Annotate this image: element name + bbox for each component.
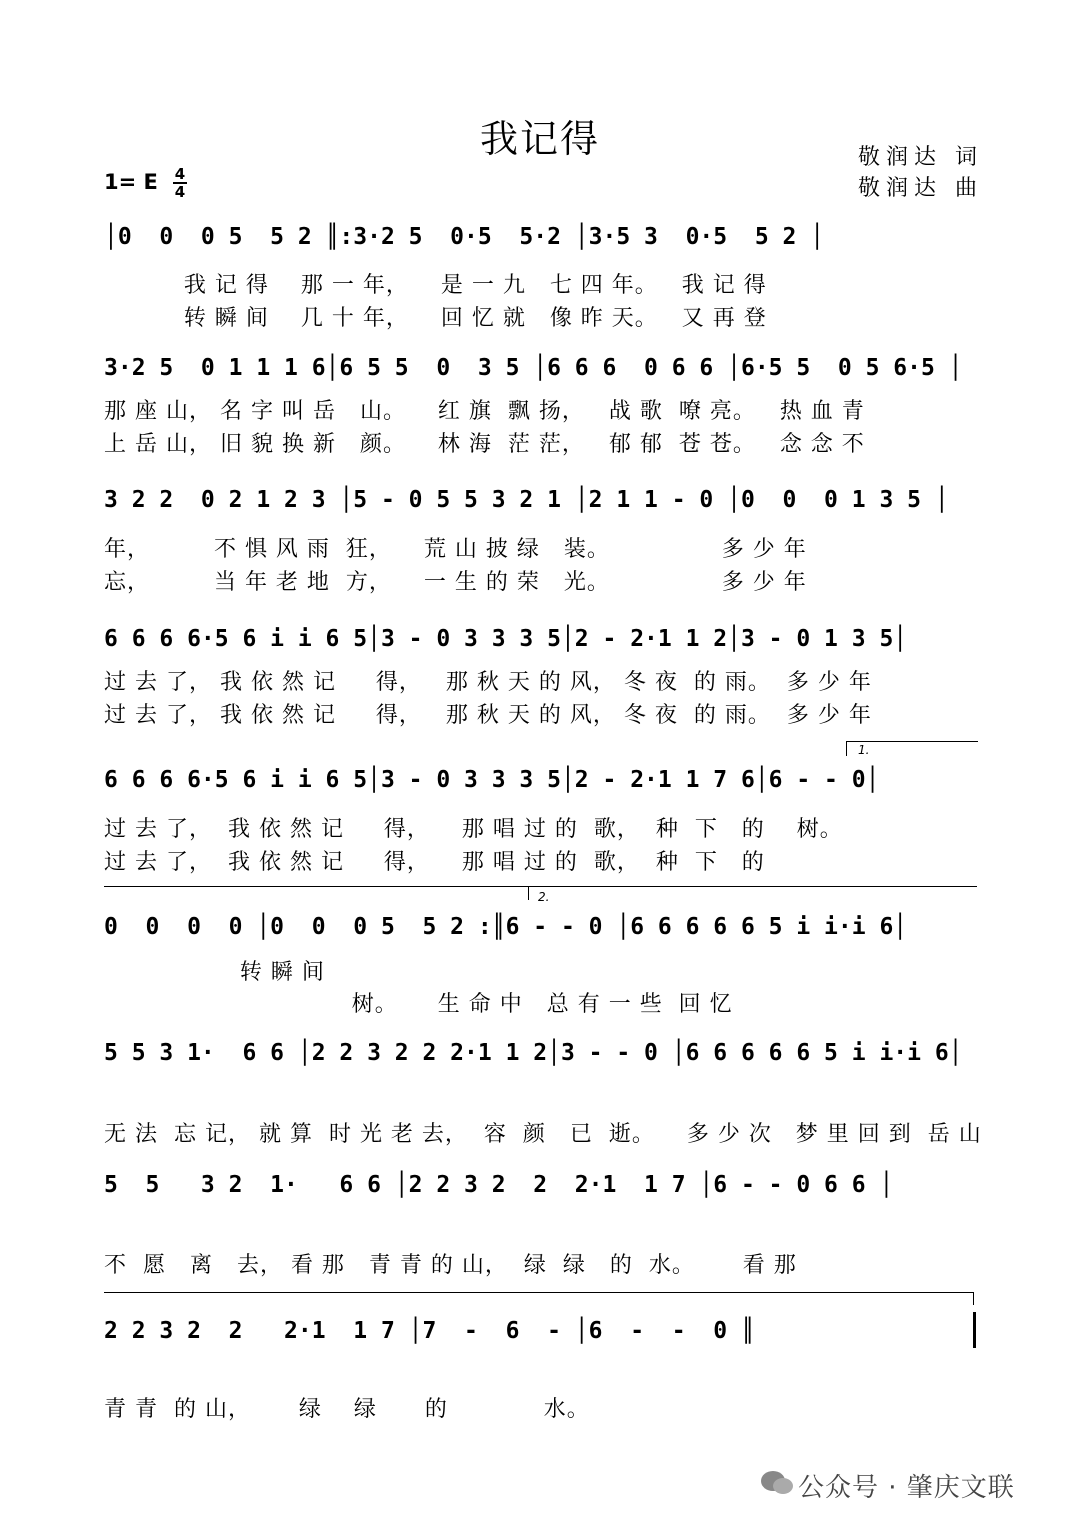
lyric-line-2-verse-2: 上 岳 山， 旧 貌 换 新 颜。 林 海 茫 茫， 郁 郁 苍 苍。 念 念 不 (104, 432, 865, 457)
wechat-icon (760, 1470, 794, 1496)
volta-1-label: 1. (858, 743, 870, 757)
notation-line-1: │0 0 0 5 5 2 ║:3·2 5 0·5 5·2 │3·5 3 0·5 5 2 │ (104, 224, 825, 250)
notation-line-4: 6 6 6 6·5 6 i i 6 5│3 - 0 3 3 3 5│2 - 2·1 1 2│3 - 0 1 3 5│ (104, 626, 908, 652)
volta-2-bracket (528, 886, 978, 900)
lyric-line-1-verse-2: 转 瞬 间 几 十 年， 回 忆 就 像 昨 天。 又 再 登 (104, 306, 767, 331)
song-title: 我记得 (479, 117, 600, 161)
lyric-line-4-verse-1: 过 去 了， 我 依 然 记 得， 那 秋 天 的 风， 冬 夜 的 雨。 多 少 年 (104, 670, 872, 695)
lyric-line-1-verse-1: 我 记 得 那 一 年， 是 一 九 七 四 年。 我 记 得 (104, 273, 767, 298)
lyric-line-6-pickup: 转 瞬 间 (104, 960, 325, 985)
final-barline (973, 1312, 976, 1348)
notation-line-2: 3·2 5 0 1 1 1 6│6 5 5 0 3 5 │6 6 6 0 6 6 │6·5 5 0 5 6·5 │ (104, 355, 963, 381)
lyric-line-3-verse-1: 年， 不 惧 风 雨 狂， 荒 山 披 绿 装。 多 少 年 (104, 537, 807, 562)
lyric-line-5-verse-1: 过 去 了， 我 依 然 记 得， 那 唱 过 的 歌， 种 下 的 树。 (104, 817, 843, 842)
lyric-line-9: 青 青 的 山， 绿 绿 的 水。 (104, 1397, 590, 1422)
notation-line-5: 6 6 6 6·5 6 i i 6 5│3 - 0 3 3 3 5│2 - 2·1 1 7 6│6 - - 0│ (104, 767, 880, 793)
lyric-line-5-verse-2: 过 去 了， 我 依 然 记 得， 那 唱 过 的 歌， 种 下 的 (104, 850, 765, 875)
composer-credit: 敬润达 曲 (858, 176, 983, 201)
notation-line-3: 3 2 2 0 2 1 2 3 │5 - 0 5 5 3 2 1 │2 1 1 - 0 │0 0 0 1 3 5 │ (104, 487, 949, 513)
lyricist-credit: 敬润达 词 (858, 145, 983, 170)
notation-line-8: 5 5 3 2 1· 6 6 │2 2 3 2 2 2·1 1 7 │6 - - 0 6 6 │ (104, 1172, 894, 1198)
lyric-line-7: 无 法 忘 记， 就 算 时 光 老 去， 容 颜 已 逝。 多 少 次 梦 里 回 到 岳 山 (104, 1122, 982, 1147)
time-signature (172, 166, 188, 200)
volta-2-label: 2. (538, 890, 550, 904)
lyric-line-3-verse-2: 忘， 当 年 老 地 方， 一 生 的 荣 光。 多 少 年 (104, 570, 807, 595)
notation-line-6: 0 0 0 0 │0 0 0 5 5 2 :║6 - - 0 │6 6 6 6 6 5 i i·i 6│ (104, 914, 908, 940)
time-sig-bottom: 4 (174, 183, 186, 201)
notation-line-9: 2 2 3 2 2 2·1 1 7 │7 - 6 - │6 - - 0 ║ (104, 1318, 755, 1344)
key-signature: 1= E (104, 170, 158, 194)
phrase-bracket (104, 1292, 974, 1305)
watermark-text: 公众号 · 肇庆文联 (798, 1473, 1015, 1503)
lyric-line-8: 不 愿 离 去， 看 那 青 青 的 山， 绿 绿 的 水。 看 那 (104, 1253, 797, 1278)
lyric-line-2-verse-1: 那 座 山， 名 字 叫 岳 山。 红 旗 飘 扬， 战 歌 嘹 亮。 热 血 青 (104, 399, 865, 424)
time-sig-top: 4 (174, 165, 186, 183)
notation-line-7: 5 5 3 1· 6 6 │2 2 3 2 2 2·1 1 2│3 - - 0 │6 6 6 6 6 5 i i·i 6│ (104, 1040, 963, 1066)
lyric-line-6: 树。 生 命 中 总 有 一 些 回 忆 (104, 992, 733, 1017)
lyric-line-4-verse-2: 过 去 了， 我 依 然 记 得， 那 秋 天 的 风， 冬 夜 的 雨。 多 少 年 (104, 703, 872, 728)
